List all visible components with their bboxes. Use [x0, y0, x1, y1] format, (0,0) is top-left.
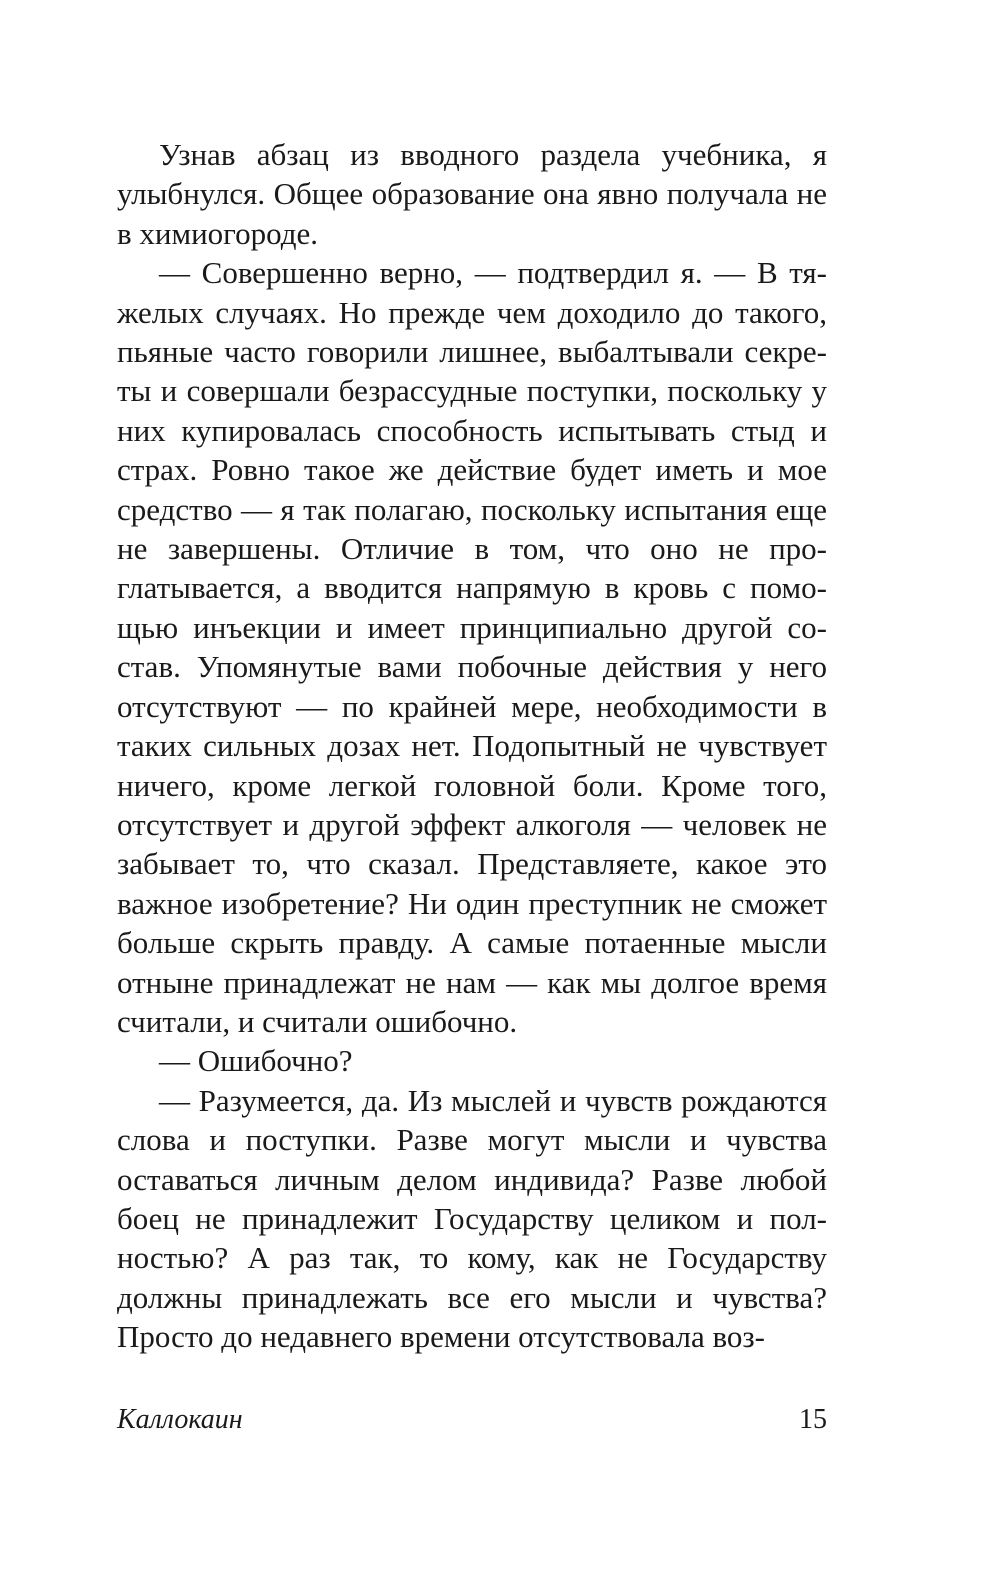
running-title: Каллокаин [117, 1404, 243, 1435]
paragraph-3: — Ошибочно? [159, 1043, 353, 1079]
paragraph-2: — Совершенно верно, — подтвердил я. — В тяжелых случаях. Но прежде чем доходило до такого, пьяные часто говорили лишнее, выбалтывали секреты и совершали безрассудные поступки, поскольку у них купировалась способность испытывать стыд и страх. Ровно такое же действие будет иметь и мое средство — я так полагаю, поскольку испытания еще не завершены. Отличие в том, что оно не проглатывается, а вводится напрямую в кровь с помощью инъекции и имеет принципиально другой состав. Упомянутые вами побочные действия у него отсутствуют — по крайней мере, необходимости в таких сильных дозах нет. Подопытный не чувствует ничего, кроме легкой головной боли. Кроме того, отсутствует и другой эффект алкоголя — человек не забывает то, что сказал. Представляете, какое это важное изобретение? Ни один преступник не сможет больше скрыть правду. А самые потаенные мысли отныне принадлежат не нам — как мы долгое время считали, и считали ошибочно. [117, 255, 827, 1039]
page-footer [117, 1404, 827, 1436]
paragraph-4: — Разумеется, да. Из мыслей и чувств рождаются слова и поступки. Разве могут мысли и чувства оставаться личным делом индивида? Разве любой боец не принадлежит Государству целиком и полностью? А раз так, то кому, как не Государству должны принадлежать все его мысли и чувства? Просто до недавнего времени отсутствовала воз- [117, 1082, 827, 1355]
page-number: 15 [799, 1404, 827, 1435]
paragraph-1: Узнав абзац из вводного раздела учебника, я улыбнулся. Общее образование она явно получала не в химиогороде. [117, 137, 827, 251]
page-body [117, 135, 827, 1357]
